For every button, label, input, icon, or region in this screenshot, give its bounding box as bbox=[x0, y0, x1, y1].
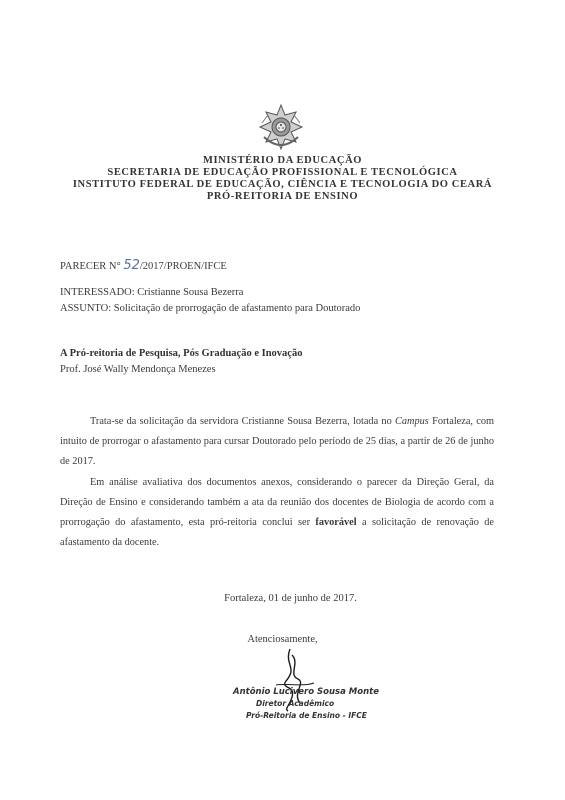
subject-line bbox=[60, 303, 360, 314]
signature-name: Antônio Lucivero Sousa Monte bbox=[233, 687, 379, 697]
recipient-to: A Pró-reitoria de Pesquisa, Pós Graduação e Inovação bbox=[60, 348, 303, 359]
opinion-suffix: /2017/PROEN/IFCE bbox=[139, 261, 227, 272]
p1-text-a: Trata-se da solicitação da servidora Cristianne Sousa Bezerra, lotada no bbox=[90, 416, 396, 427]
closing: Atenciosamente, bbox=[247, 634, 318, 645]
p1-text-b: Fortaleza, com intuito de prorrogar o afastamento para cursar Doutorado pelo período de 25 dias, a partir de 26 de junho de 2017. bbox=[60, 416, 494, 467]
body-paragraph-1 bbox=[60, 412, 494, 472]
opinion-number-line bbox=[60, 258, 227, 273]
header-secretariat: SECRETARIA DE EDUCAÇÃO PROFISSIONAL E TECNOLÓGICA bbox=[107, 167, 458, 178]
recipient-person: Prof. José Wally Mendonça Menezes bbox=[60, 364, 216, 375]
opinion-ordinal: ° bbox=[116, 261, 121, 272]
subject-label: ASSUNTO: bbox=[60, 303, 112, 314]
signature-title: Diretor Acadêmico bbox=[256, 699, 335, 708]
header-institute: INSTITUTO FEDERAL DE EDUCAÇÃO, CIÊNCIA E TECNOLOGIA DO CEARÁ bbox=[72, 179, 493, 190]
header-office: PRÓ-REITORIA DE ENSINO bbox=[206, 191, 359, 202]
interested-label: INTERESSADO: bbox=[60, 287, 135, 298]
opinion-label: PARECER N bbox=[60, 261, 117, 272]
coat-of-arms-icon bbox=[258, 103, 304, 151]
interested-line bbox=[60, 287, 243, 298]
p2-favorable: favorável bbox=[315, 517, 357, 528]
interested-value: Cristianne Sousa Bezerra bbox=[134, 287, 244, 298]
opinion-number-handwritten: 52 bbox=[123, 258, 140, 273]
body-paragraph-2 bbox=[60, 473, 494, 553]
header-ministry: MINISTÉRIO DA EDUCAÇÃO bbox=[202, 155, 363, 166]
signature-unit: Pró-Reitoria de Ensino - IFCE bbox=[246, 711, 367, 720]
p2-text-a: Em análise avaliativa dos documentos anexos, considerando o parecer da Direção Geral, da Direção de Ensino e considerando também a ata da reunião dos docentes de Biologia de acordo com a prorrogação do afastamento, esta pró-reitoria conclui ser bbox=[60, 477, 494, 528]
subject-value: Solicitação de prorrogação de afastamento para Doutorado bbox=[111, 303, 361, 314]
p2-text-b: a solicitação de renovação de afastamento da docente. bbox=[60, 517, 494, 548]
place-date: Fortaleza, 01 de junho de 2017. bbox=[224, 593, 357, 604]
p1-campus: Campus bbox=[395, 416, 429, 427]
